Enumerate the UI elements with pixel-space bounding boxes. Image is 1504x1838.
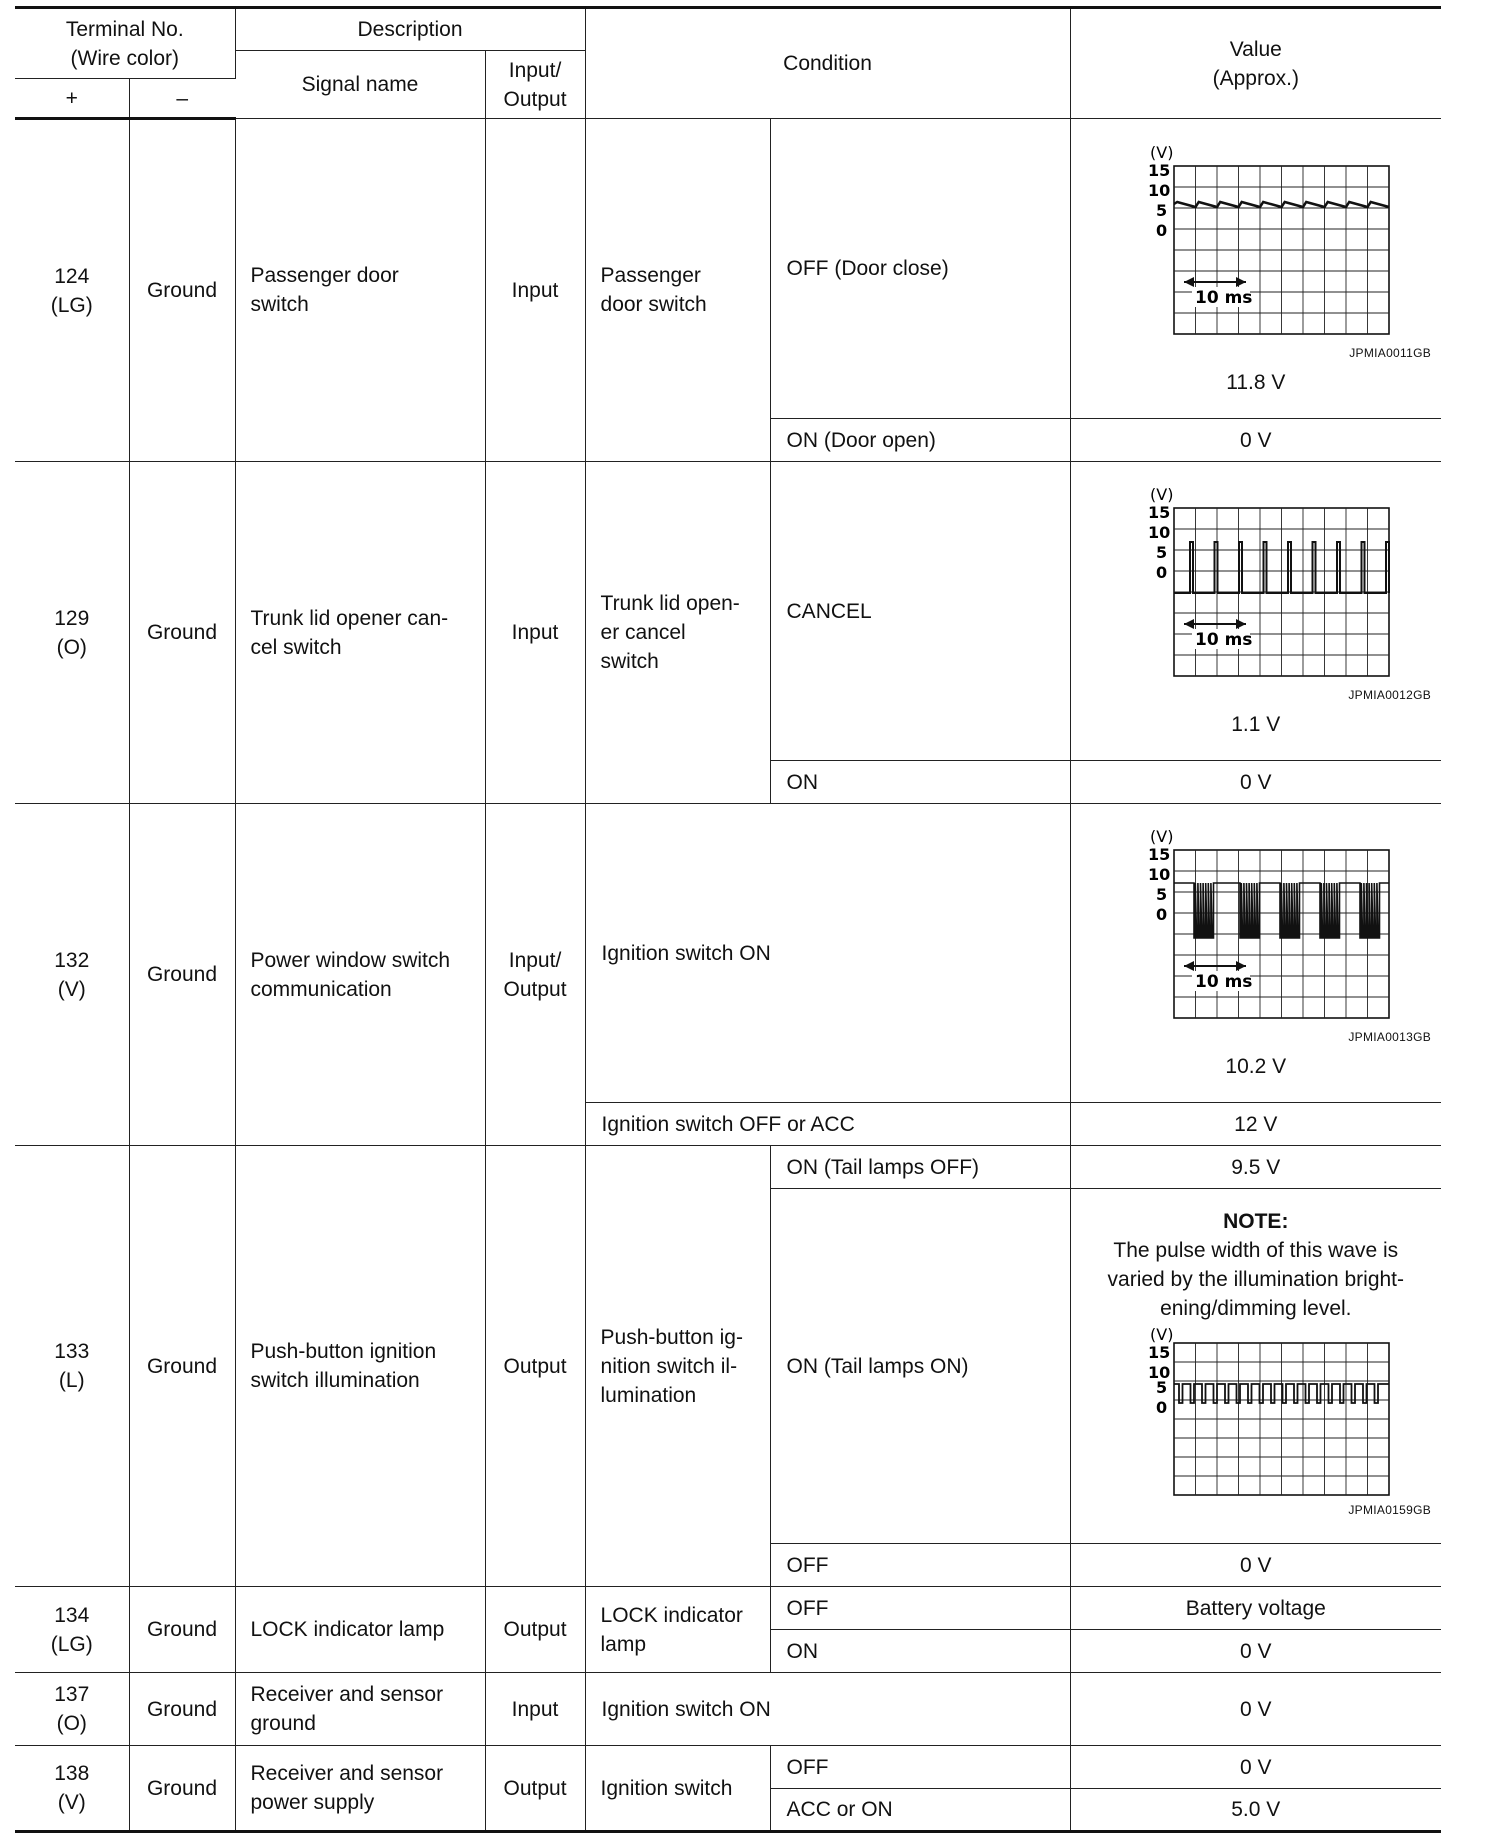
condition-group-cell: Ignition switch xyxy=(585,1746,770,1832)
scope-time-label: 10 ms xyxy=(1194,630,1253,650)
terminal-number: 138 xyxy=(54,1762,90,1785)
condition-cell: CANCEL xyxy=(770,462,1070,761)
scope-v-label: (V) xyxy=(1149,827,1174,846)
figure-code: JPMIA0013GB xyxy=(1348,1030,1432,1044)
wire-color: (V) xyxy=(57,977,86,1001)
scope-tick-10: 10 xyxy=(1147,1363,1171,1382)
ground-cell: Ground xyxy=(129,1587,235,1673)
scope-v-label: (V) xyxy=(1149,142,1174,162)
wire-color: (O) xyxy=(56,635,87,659)
scope-time-marker xyxy=(1184,619,1252,650)
oscilloscope-waveform xyxy=(1096,483,1416,688)
header-io-line1: Input/ xyxy=(508,58,562,82)
scope-tick-10: 10 xyxy=(1147,865,1171,884)
value-cell: 5.0 V xyxy=(1070,1789,1441,1832)
ground-cell: Ground xyxy=(129,1673,235,1746)
condition-group-line: Push-button ig- xyxy=(600,1325,743,1349)
value-cell xyxy=(1070,804,1441,1103)
ground-cell: Ground xyxy=(129,804,235,1146)
note-line: The pulse width of this wave is xyxy=(1113,1239,1399,1262)
header-terminal-no xyxy=(15,8,235,79)
io-cell: Output xyxy=(485,1146,585,1587)
signal-name-line: switch illumination xyxy=(250,1369,420,1392)
signal-name-line: Trunk lid opener can- xyxy=(250,606,449,630)
signal-name-cell xyxy=(235,119,485,462)
signal-name-cell xyxy=(235,1673,485,1746)
header-value-label: Value xyxy=(1229,37,1282,61)
terminal-cell xyxy=(15,1146,129,1587)
terminal-number: 134 xyxy=(54,1603,90,1627)
scope-time-label: 10 ms xyxy=(1194,287,1253,308)
signal-name-line: switch xyxy=(250,293,309,316)
header-minus: – xyxy=(129,79,235,119)
condition-cell: OFF xyxy=(770,1746,1070,1789)
signal-name-line: Receiver and sensor xyxy=(250,1683,444,1706)
wire-color: (LG) xyxy=(50,293,93,317)
value-cell: 0 V xyxy=(1070,1673,1441,1746)
condition-cell: OFF xyxy=(770,1587,1070,1630)
scope-time-label: 10 ms xyxy=(1194,972,1253,992)
value-cell: Battery voltage xyxy=(1070,1587,1441,1630)
condition-group-line: switch xyxy=(600,650,659,673)
value-text: 11.8 V xyxy=(1226,370,1286,394)
header-io-line2: Output xyxy=(503,87,567,111)
table-row xyxy=(15,1146,1441,1189)
ground-cell: Ground xyxy=(129,119,235,462)
header-wire-color-label: (Wire color) xyxy=(70,46,179,70)
signal-name-line: communication xyxy=(250,977,392,1001)
io-cell: Output xyxy=(485,1746,585,1832)
condition-group-line: nition switch il- xyxy=(600,1354,738,1378)
terminal-number: 129 xyxy=(54,606,90,630)
value-cell xyxy=(1070,462,1441,761)
io-cell: Input xyxy=(485,119,585,462)
condition-cell: ON (Tail lamps OFF) xyxy=(770,1146,1070,1189)
oscilloscope-waveform xyxy=(1096,825,1416,1030)
terminal-cell xyxy=(15,119,129,462)
condition-group-line: LOCK indicator xyxy=(600,1603,743,1627)
value-cell xyxy=(1070,119,1441,419)
wire-color: (L) xyxy=(58,1369,85,1392)
condition-group-cell xyxy=(585,462,770,804)
scope-v-label: (V) xyxy=(1149,1325,1174,1344)
value-cell: 12 V xyxy=(1070,1103,1441,1146)
table-row xyxy=(15,1587,1441,1630)
scope-tick-0: 0 xyxy=(1155,1398,1167,1417)
signal-name-line: Passenger door xyxy=(250,264,399,287)
terminal-number: 137 xyxy=(54,1683,90,1706)
terminal-table-document xyxy=(15,6,1441,1833)
signal-name-line: ground xyxy=(250,1712,316,1735)
header-input-output xyxy=(485,51,585,119)
terminal-cell xyxy=(15,804,129,1146)
signal-name-cell xyxy=(235,1746,485,1832)
signal-name-line: Push-button ignition xyxy=(250,1340,437,1363)
condition-cell: Ignition switch ON xyxy=(585,1673,1070,1746)
note-line: ening/dimming level. xyxy=(1160,1297,1352,1320)
scope-tick-15: 15 xyxy=(1147,845,1171,864)
signal-name-line: Receiver and sensor xyxy=(250,1762,444,1785)
table-row xyxy=(15,462,1441,761)
terminal-cell xyxy=(15,1746,129,1832)
condition-cell: ON xyxy=(770,761,1070,804)
ground-cell: Ground xyxy=(129,462,235,804)
table-row xyxy=(15,1673,1441,1746)
terminal-cell xyxy=(15,1587,129,1673)
signal-name-cell: LOCK indicator lamp xyxy=(235,1587,485,1673)
condition-cell: Ignition switch OFF or ACC xyxy=(585,1103,1070,1146)
scope-tick-5: 5 xyxy=(1155,885,1167,904)
scope-tick-5: 5 xyxy=(1155,200,1167,220)
header-plus: + xyxy=(15,79,129,119)
terminal-table xyxy=(15,6,1441,1833)
condition-cell: ON (Door open) xyxy=(770,419,1070,462)
figure-code: JPMIA0011GB xyxy=(1349,345,1432,360)
signal-name-cell xyxy=(235,1146,485,1587)
terminal-cell xyxy=(15,1673,129,1746)
condition-group-cell xyxy=(585,1146,770,1587)
wire-color: (O) xyxy=(56,1712,87,1735)
io-cell xyxy=(485,804,585,1146)
figure-code: JPMIA0159GB xyxy=(1348,1503,1432,1517)
condition-cell: ON (Tail lamps ON) xyxy=(770,1189,1070,1544)
scope-tick-10: 10 xyxy=(1147,523,1171,542)
wire-color: (V) xyxy=(57,1791,86,1814)
condition-cell: ON xyxy=(770,1630,1070,1673)
note-block xyxy=(1071,1207,1442,1323)
scope-trace xyxy=(1174,883,1389,938)
signal-name-cell xyxy=(235,804,485,1146)
condition-group-cell xyxy=(585,1587,770,1673)
condition-group-line: er cancel xyxy=(600,621,686,644)
table-row xyxy=(15,1746,1441,1789)
terminal-number: 132 xyxy=(54,948,90,972)
terminal-cell xyxy=(15,462,129,804)
signal-name-cell xyxy=(235,462,485,804)
io-line: Output xyxy=(503,977,567,1001)
scope-tick-5: 5 xyxy=(1155,543,1167,562)
value-cell: 9.5 V xyxy=(1070,1146,1441,1189)
header-description: Description xyxy=(235,8,585,51)
oscilloscope-waveform xyxy=(1096,141,1416,346)
scope-tick-15: 15 xyxy=(1147,160,1171,180)
note-line: varied by the illumination bright- xyxy=(1107,1268,1405,1291)
scope-tick-5: 5 xyxy=(1155,1378,1167,1397)
header-terminal-no-label: Terminal No. xyxy=(65,17,184,41)
condition-cell: Ignition switch ON xyxy=(585,804,1070,1103)
header-signal-name: Signal name xyxy=(235,51,485,119)
signal-name-line: cel switch xyxy=(250,635,342,659)
scope-tick-0: 0 xyxy=(1155,220,1167,240)
signal-name-line: power supply xyxy=(250,1791,375,1814)
io-cell: Input xyxy=(485,462,585,804)
value-cell: 0 V xyxy=(1070,1746,1441,1789)
scope-tick-10: 10 xyxy=(1147,180,1171,200)
value-cell: 0 V xyxy=(1070,1630,1441,1673)
ground-cell: Ground xyxy=(129,1746,235,1832)
scope-time-marker xyxy=(1184,277,1252,308)
condition-group-cell xyxy=(585,119,770,462)
scope-v-label: (V) xyxy=(1149,485,1174,504)
header-condition: Condition xyxy=(585,8,1070,119)
scope-tick-0: 0 xyxy=(1155,905,1167,924)
header-approx-label: (Approx.) xyxy=(1212,66,1299,90)
condition-cell: ACC or ON xyxy=(770,1789,1070,1832)
table-row xyxy=(15,119,1441,419)
condition-cell: OFF xyxy=(770,1544,1070,1587)
terminal-number: 133 xyxy=(54,1340,90,1363)
scope-tick-15: 15 xyxy=(1147,503,1171,522)
condition-group-line: door switch xyxy=(600,293,707,316)
condition-group-line: Trunk lid open- xyxy=(600,592,740,615)
terminal-number: 124 xyxy=(54,264,90,288)
condition-group-line: lumination xyxy=(600,1383,697,1407)
value-cell: 0 V xyxy=(1070,419,1441,462)
value-cell: 0 V xyxy=(1070,761,1441,804)
header-value xyxy=(1070,8,1441,119)
scope-tick-15: 15 xyxy=(1147,1343,1171,1362)
value-cell: 0 V xyxy=(1070,1544,1441,1587)
io-cell: Input xyxy=(485,1673,585,1746)
value-cell xyxy=(1070,1189,1441,1544)
io-line: Input/ xyxy=(508,948,562,972)
note-title: NOTE: xyxy=(1223,1210,1289,1233)
condition-cell: OFF (Door close) xyxy=(770,119,1070,419)
signal-name-line: Power window switch xyxy=(250,948,451,972)
value-text: 10.2 V xyxy=(1225,1055,1287,1078)
scope-grid xyxy=(1174,166,1389,334)
value-text: 1.1 V xyxy=(1231,713,1281,736)
condition-group-line: lamp xyxy=(600,1632,647,1656)
ground-cell: Ground xyxy=(129,1146,235,1587)
scope-time-marker xyxy=(1184,961,1252,992)
scope-tick-0: 0 xyxy=(1155,563,1167,582)
figure-code: JPMIA0012GB xyxy=(1348,688,1432,702)
condition-group-line: Passenger xyxy=(600,264,701,287)
wire-color: (LG) xyxy=(50,1632,93,1656)
table-row xyxy=(15,804,1441,1103)
io-cell: Output xyxy=(485,1587,585,1673)
oscilloscope-waveform xyxy=(1096,1323,1416,1503)
scope-grid xyxy=(1174,1343,1389,1495)
